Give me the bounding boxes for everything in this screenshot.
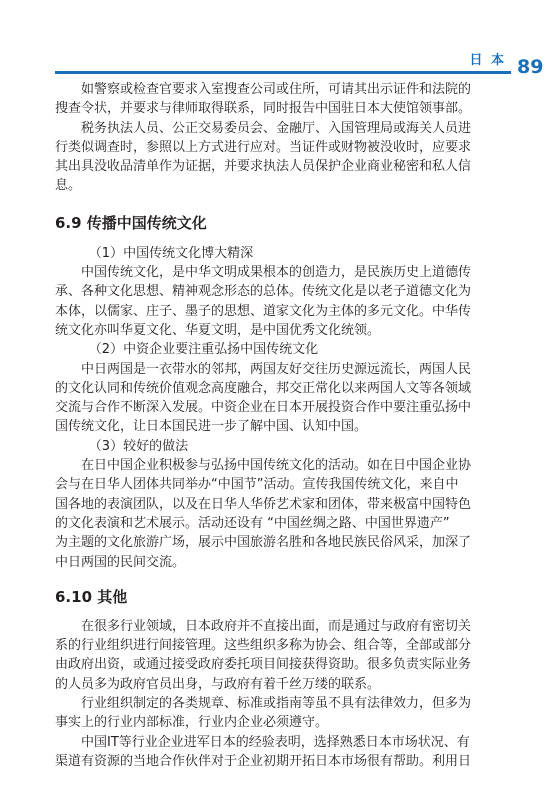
section-heading-6-9: 6.9 传播中国传统文化 xyxy=(55,213,207,232)
text-line: 国传统文化，让日本国民进一步了解中国、认知中国。 xyxy=(55,419,368,435)
text-line: 在很多行业领域，日本政府并不直接出面，而是通过与政府有密切关 xyxy=(81,618,472,634)
running-header-country: 日 本 xyxy=(469,53,506,68)
section-heading-6-10: 6.10 其他 xyxy=(55,587,128,606)
subsection-2-paragraph xyxy=(55,360,511,437)
subsection-3-paragraph xyxy=(55,456,511,572)
page-number: 89 xyxy=(517,56,544,78)
text-line: 中日两国是一衣带水的邻邦，两国友好交往历史源远流长，两国人民 xyxy=(81,361,472,377)
text-line: 搜查令状，并要求与律师取得联系，同时报告中国驻日本大使馆领事部。 xyxy=(55,101,472,117)
text-line: 承、各种文化思想、精神观念形态的总体。传统文化是以老子道德文化为 xyxy=(55,284,472,300)
text-line: 中国传统文化，是中华文明成果根本的创造力，是民族历史上道德传 xyxy=(81,265,472,281)
subsection-title-2: （2）中资企业要注重弘扬中国传统文化 xyxy=(88,342,319,358)
text-line: 本体，以儒家、庄子、墨子的思想、道家文化为主体的多元文化。中华传 xyxy=(55,303,472,319)
text-line: 中日两国的民间交流。 xyxy=(55,554,186,570)
text-line: 系的行业组织进行间接管理。这些组织多称为协会、组合等，全部或部分 xyxy=(55,638,472,654)
text-line: 在日中国企业积极参与弘扬中国传统文化的活动。如在日中国企业协 xyxy=(81,458,472,474)
subsection-title-1: （1）中国传统文化博大精深 xyxy=(88,245,254,261)
intro-paragraph-2 xyxy=(55,119,511,196)
text-line: 税务执法人员、公正交易委员会、金融厅、入国管理局或海关人员进 xyxy=(81,120,472,136)
text-line: 统文化亦叫华夏文化、华夏文明，是中国优秀文化统领。 xyxy=(55,322,381,338)
text-line: 的文化表演和艺术展示。活动还设有 “中国丝绸之路、中国世界遗产” xyxy=(55,515,450,531)
text-line: 为主题的文化旅游广场，展示中国旅游名胜和各地民族民俗风采，加深了 xyxy=(55,535,472,551)
text-line: 其出具没收品清单作为证据，并要求执法人员保护企业商业秘密和私人信 xyxy=(55,159,472,175)
section-6-10-paragraph-1 xyxy=(55,617,511,694)
page-body xyxy=(55,80,511,771)
subsection-title-3: （3）较好的做法 xyxy=(88,438,189,454)
section-6-10-paragraph-3 xyxy=(55,733,511,772)
text-line: 行业组织制定的各类规章、标准或指南等虽不具有法律效力，但多为 xyxy=(81,696,472,712)
text-line: 交流与合作不断深入发展。中资企业在日本开展投资合作中要注重弘扬中 xyxy=(55,400,472,416)
text-line: 行类似调查时，参照以上方式进行应对。当证件或财物被没收时，应要求 xyxy=(55,139,472,155)
text-line: 的文化认同和传统价值观念高度融合，邦交正常化以来两国人文等各领域 xyxy=(55,380,472,396)
intro-paragraph-1 xyxy=(55,80,511,119)
text-line: 渠道有资源的当地合作伙伴对于企业初期开拓日本市场很有帮助。利用日 xyxy=(55,753,472,769)
section-6-10-paragraph-2 xyxy=(55,694,511,733)
text-line: 中国IT等行业企业进军日本的经验表明，选择熟悉日本市场状况、有 xyxy=(81,734,470,750)
text-line: 如警察或检查官要求入室搜查公司或住所，可请其出示证件和法院的 xyxy=(81,82,472,97)
text-line: 的人员多为政府官员出身，与政府有着千丝万缕的联系。 xyxy=(55,676,381,692)
text-line: 由政府出资，或通过接受政府委托项目间接获得资助。很多负责实际业务 xyxy=(55,657,472,673)
text-line: 会与在日华人团体共同举办“中国节”活动。宣传我国传统文化，来自中 xyxy=(55,477,459,493)
text-line: 国各地的表演团队，以及在日华人华侨艺术家和团体，带来极富中国特色 xyxy=(55,496,472,512)
text-line: 事实上的行业内部标准，行业内企业必须遵守。 xyxy=(55,715,329,731)
subsection-1-paragraph xyxy=(55,263,511,340)
header-rule xyxy=(55,71,511,74)
text-line: 息。 xyxy=(55,178,82,194)
